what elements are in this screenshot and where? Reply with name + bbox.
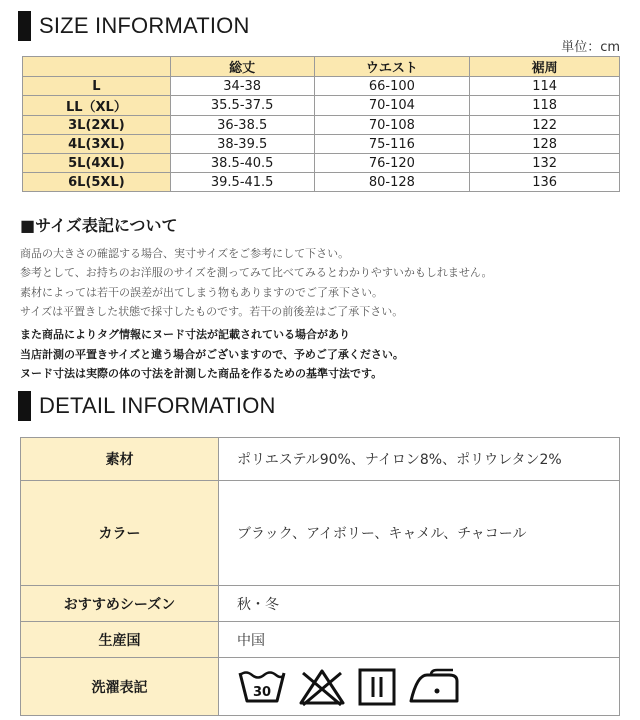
note-line: 素材によっては若干の誤差が出てしまう物もありますのでご了承下さい。 bbox=[20, 285, 383, 299]
note-line: 商品の大きさの確認する場合、実寸サイズをご参考にして下さい。 bbox=[20, 247, 350, 260]
detail-value: ブラック、アイボリー、キャメル、チャコール bbox=[219, 481, 620, 586]
detail-label: 素材 bbox=[21, 438, 219, 481]
table-row bbox=[23, 154, 620, 173]
table-row bbox=[21, 658, 620, 716]
wash-temperature: 30 bbox=[252, 684, 272, 700]
note-line: また商品によりタグ情報にヌード寸法が記載されている場合があり bbox=[20, 328, 350, 341]
table-cell: 122 bbox=[470, 116, 620, 135]
table-cell: 39.5-41.5 bbox=[170, 173, 314, 192]
detail-label: カラー bbox=[21, 481, 219, 586]
table-cell: 38-39.5 bbox=[170, 135, 314, 154]
table-cell: 35.5-37.5 bbox=[170, 96, 314, 116]
detail-section-title: DETAIL INFORMATION bbox=[39, 393, 276, 418]
table-cell: 75-116 bbox=[314, 135, 470, 154]
table-row bbox=[23, 96, 620, 116]
detail-section-header bbox=[18, 391, 276, 421]
size-label: LL（XL） bbox=[23, 96, 171, 116]
size-notes bbox=[20, 244, 493, 321]
table-row bbox=[23, 173, 620, 192]
table-cell: 132 bbox=[470, 154, 620, 173]
note-line: サイズは平置きした状態で採寸したものです。若干の前後差はご了承下さい。 bbox=[20, 304, 404, 318]
detail-label: 洗濯表記 bbox=[21, 658, 219, 716]
detail-value: 中国 bbox=[219, 622, 620, 658]
table-row bbox=[21, 586, 620, 622]
table-cell: 128 bbox=[470, 135, 620, 154]
detail-value: 秋・冬 bbox=[219, 586, 620, 622]
table-row bbox=[21, 622, 620, 658]
size-label: 6L(5XL) bbox=[23, 173, 171, 192]
size-table bbox=[22, 56, 620, 192]
table-cell: 38.5-40.5 bbox=[170, 154, 314, 173]
no-bleach-icon bbox=[297, 667, 347, 707]
table-row bbox=[23, 77, 620, 96]
size-table-header bbox=[23, 57, 620, 77]
table-cell: 66-100 bbox=[314, 77, 470, 96]
size-label: 3L(2XL) bbox=[23, 116, 171, 135]
table-row bbox=[23, 135, 620, 154]
header-cell bbox=[23, 57, 171, 77]
size-label: L bbox=[23, 77, 171, 96]
section-bar bbox=[18, 11, 31, 41]
table-row bbox=[21, 481, 620, 586]
wash-30-icon bbox=[237, 667, 287, 707]
section-bar bbox=[18, 391, 31, 421]
table-cell: 80-128 bbox=[314, 173, 470, 192]
table-row bbox=[23, 116, 620, 135]
size-label: 5L(4XL) bbox=[23, 154, 171, 173]
table-cell: 36-38.5 bbox=[170, 116, 314, 135]
detail-value: ポリエステル90%、ナイロン8%、ポリウレタン2% bbox=[219, 438, 620, 481]
size-label: 4L(3XL) bbox=[23, 135, 171, 154]
header-cell: ウエスト bbox=[314, 57, 470, 77]
table-cell: 76-120 bbox=[314, 154, 470, 173]
care-icons bbox=[237, 667, 619, 707]
table-cell: 136 bbox=[470, 173, 620, 192]
unit-label: 単位：cm bbox=[561, 40, 620, 55]
size-notes-title: ■サイズ表記について bbox=[20, 216, 178, 235]
table-row bbox=[21, 438, 620, 481]
size-section-header bbox=[18, 11, 250, 41]
table-cell: 70-104 bbox=[314, 96, 470, 116]
detail-label: 生産国 bbox=[21, 622, 219, 658]
note-line: ヌード寸法は実際の体の寸法を計測した商品を作るための基準寸法です。 bbox=[20, 367, 383, 380]
table-cell: 70-108 bbox=[314, 116, 470, 135]
table-cell: 34-38 bbox=[170, 77, 314, 96]
iron-low-icon bbox=[407, 667, 461, 707]
table-cell: 114 bbox=[470, 77, 620, 96]
size-section-title: SIZE INFORMATION bbox=[39, 13, 250, 38]
detail-label: おすすめシーズン bbox=[21, 586, 219, 622]
note-line: 参考として、お持ちのお洋服のサイズを測ってみて比べてみるとわかりやすいかもしれません。 bbox=[20, 266, 493, 280]
nude-size-notes bbox=[20, 325, 404, 384]
header-cell: 総丈 bbox=[170, 57, 314, 77]
table-cell: 118 bbox=[470, 96, 620, 116]
detail-table bbox=[20, 437, 620, 716]
line-dry-icon bbox=[357, 667, 397, 707]
header-cell: 裾周 bbox=[470, 57, 620, 77]
care-icons-cell bbox=[219, 658, 620, 716]
note-line: 当店計測の平置きサイズと違う場合がございますので、予めご了承ください。 bbox=[20, 347, 404, 361]
